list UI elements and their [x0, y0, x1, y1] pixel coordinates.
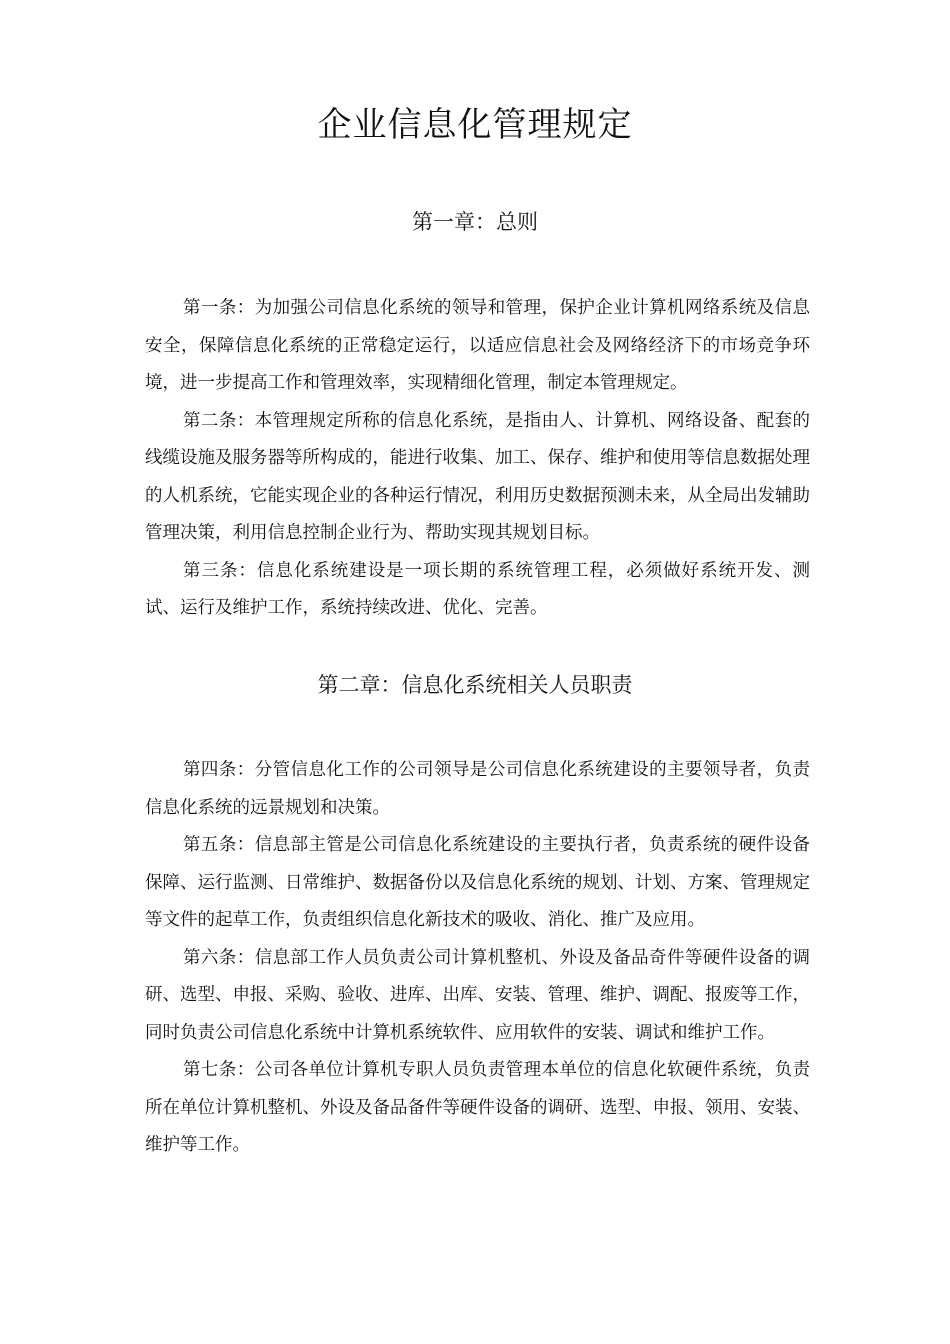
chapter-1-title: 第一章：总则: [412, 210, 538, 234]
article-7: 第七条：公司各单位计算机专职人员负责管理本单位的信息化软硬件系统，负责所在单位计算机整机、外设及备品备件等硬件设备的调研、选型、申报、领用、安装、维护等工作。: [145, 1060, 810, 1155]
chapter-1-body: [145, 290, 810, 628]
chapter-2-body: [145, 752, 810, 1165]
article-6: 第六条：信息部工作人员负责公司计算机整机、外设及备品奇件等硬件设备的调研、选型、申报、采购、验收、进库、出库、安装、管理、维护、调配、报废等工作，同时负责公司信息化系统中计算机系统软件、应用软件的安装、调试和维护工作。: [145, 947, 810, 1043]
article-3: 第三条：信息化系统建设是一项长期的系统管理工程，必须做好系统开发、测试、运行及维护工作，系统持续改进、优化、完善。: [145, 560, 810, 618]
article-4: 第四条：分管信息化工作的公司领导是公司信息化系统建设的主要领导者，负责信息化系统的远景规划和决策。: [145, 760, 810, 818]
article-5: 第五条：信息部主管是公司信息化系统建设的主要执行者，负责系统的硬件设备保障、运行监测、日常维护、数据备份以及信息化系统的规划、计划、方案、管理规定等文件的起草工作，负责组织信息化新技术的吸收、消化、推广及应用。: [145, 835, 810, 930]
article-2: 第二条：本管理规定所称的信息化系统，是指由人、计算机、网络设备、配套的线缆设施及服务器等所构成的，能进行收集、加工、保存、维护和使用等信息数据处理的人机系统，它能实现企业的各种运行情况，利用历史数据预测未来，从全局出发辅助管理决策，利用信息控制企业行为、帮助实现其规划目标。: [145, 410, 810, 543]
document-title: 企业信息化管理规定: [317, 105, 633, 145]
chapter-2-title: 第二章：信息化系统相关人员职责: [317, 673, 633, 697]
article-1: 第一条：为加强公司信息化系统的领导和管理，保护企业计算机网络系统及信息安全，保障信息化系统的正常稳定运行，以适应信息社会及网络经济下的市场竞争环境，进一步提高工作和管理效率，实现精细化管理，制定本管理规定。: [145, 298, 810, 393]
